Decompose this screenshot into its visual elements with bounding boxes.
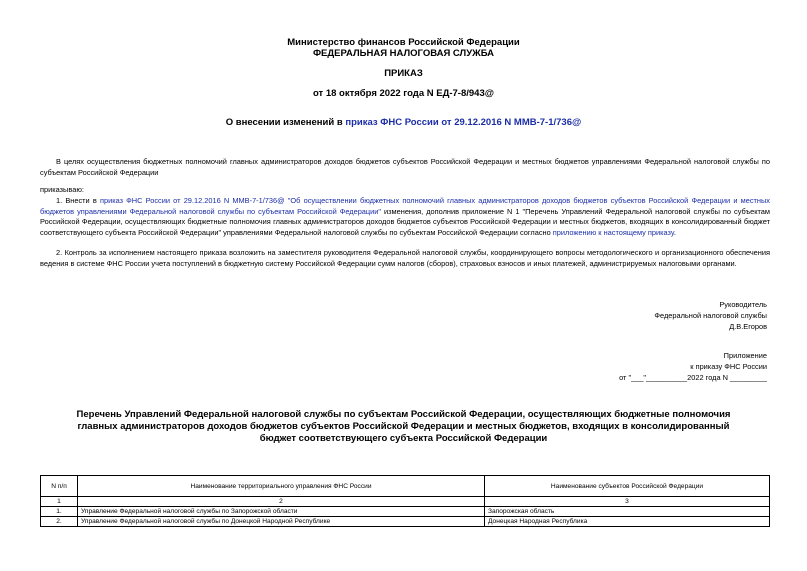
p1-appendix-link[interactable]: приложению к настоящему приказу xyxy=(552,227,674,237)
header-cell-number: N п/п xyxy=(41,476,78,497)
table-header-row xyxy=(41,476,770,497)
appendix-ref: к приказу ФНС России xyxy=(690,362,767,371)
p1-end: . xyxy=(673,227,676,237)
paragraph-2: 2. Контроль за исполнением настоящего приказа возложить на заместителя руководителя Федеральной налоговой службы, координирующего вопросы методологического и организационного обеспечения ведения в системе ФНС России учета поступлений в бюджетную систему Российской Федерации сумм налогов (сборов), страховых взносов и иных платежей, администрируемых налоговыми органами. xyxy=(40,248,770,268)
row-office: Управление Федеральной налоговой службы по Запорожской области xyxy=(78,507,485,517)
list-title: Перечень Управлений Федеральной налоговой службы по субъектам Российской Федерации, осуществляющих бюджетные полномочия главных администраторов доходов бюджетов субъектов Российской Федерации и местных бюджетов, входящих в консолидированный бюджет соответствующего субъекта Российской Федерации xyxy=(76,409,731,444)
doc-title xyxy=(0,117,807,128)
p1-middle: изменения, дополнив приложение N 1 "Перечень Управлений Федеральной налоговой службы по субъектам Российской Федерации, осуществляющих бюджетные полномочия главных администраторов доходов бюджетов субъектов Российской Федерации и местных бюджетов, входящих в консолидированный бюджет соответствующего субъекта Российской Федерации" управлениями Федеральной налоговой службы по субъектам Российской Федерации согласно xyxy=(40,206,771,237)
preamble: В целях осуществления бюджетных полномочий главных администраторов доходов бюджетов субъектов Российской Федерации и местных бюджетов управлениями Федеральной налоговой службы по субъектам Российской Федерации xyxy=(40,157,770,177)
header-cell-region: Наименование субъектов Российской Федерации xyxy=(485,476,770,497)
col-number-1: 1 xyxy=(41,497,78,507)
service-name: ФЕДЕРАЛЬНАЯ НАЛОГОВАЯ СЛУЖБА xyxy=(312,48,495,59)
col-number-3: 3 xyxy=(485,497,770,507)
p1-order-link[interactable]: приказ ФНС России от 29.12.2016 N ММВ-7-1/736@ "Об осуществлении бюджетных полномочий главных администраторов доходов бюджетов субъектов Российской Федерации и местных бюджетов управлениями Федеральной налоговой службы по субъектам Российской Федерации" xyxy=(40,196,770,216)
appendix-note xyxy=(619,350,767,383)
row-office: Управление Федеральной налоговой службы по Донецкой Народной Республике xyxy=(78,517,485,527)
paragraph-1 xyxy=(40,196,770,238)
signature-org: Федеральной налоговой службы xyxy=(654,311,767,320)
col-number-2: 2 xyxy=(78,497,485,507)
table-row xyxy=(41,517,770,527)
doc-title-prefix: О внесении изменений в xyxy=(225,117,346,128)
appendix-label: Приложение xyxy=(723,351,767,360)
doc-type: ПРИКАЗ xyxy=(384,68,423,79)
row-region: Донецкая Народная Республика xyxy=(485,517,770,527)
row-number: 1. xyxy=(41,507,78,517)
row-number: 2. xyxy=(41,517,78,527)
doc-title-link[interactable]: приказ ФНС России от 29.12.2016 N ММВ-7-1/736@ xyxy=(345,117,582,128)
signature-name: Д.В.Егоров xyxy=(729,322,767,331)
table-row xyxy=(41,507,770,517)
table-numbering-row xyxy=(41,497,770,507)
header-cell-office: Наименование территориального управления ФНС России xyxy=(78,476,485,497)
ministry-name: Министерство финансов Российской Федерации xyxy=(287,37,520,48)
regions-table xyxy=(40,475,770,527)
order-word: приказываю: xyxy=(40,185,84,194)
signature-block xyxy=(654,299,767,332)
row-region: Запорожская область xyxy=(485,507,770,517)
appendix-date: от "___"__________2022 года N _________ xyxy=(619,373,767,382)
doc-date-number: от 18 октября 2022 года N ЕД-7-8/943@ xyxy=(312,88,495,99)
p1-start: 1. Внести в xyxy=(56,196,100,205)
signature-position: Руководитель xyxy=(719,300,767,309)
